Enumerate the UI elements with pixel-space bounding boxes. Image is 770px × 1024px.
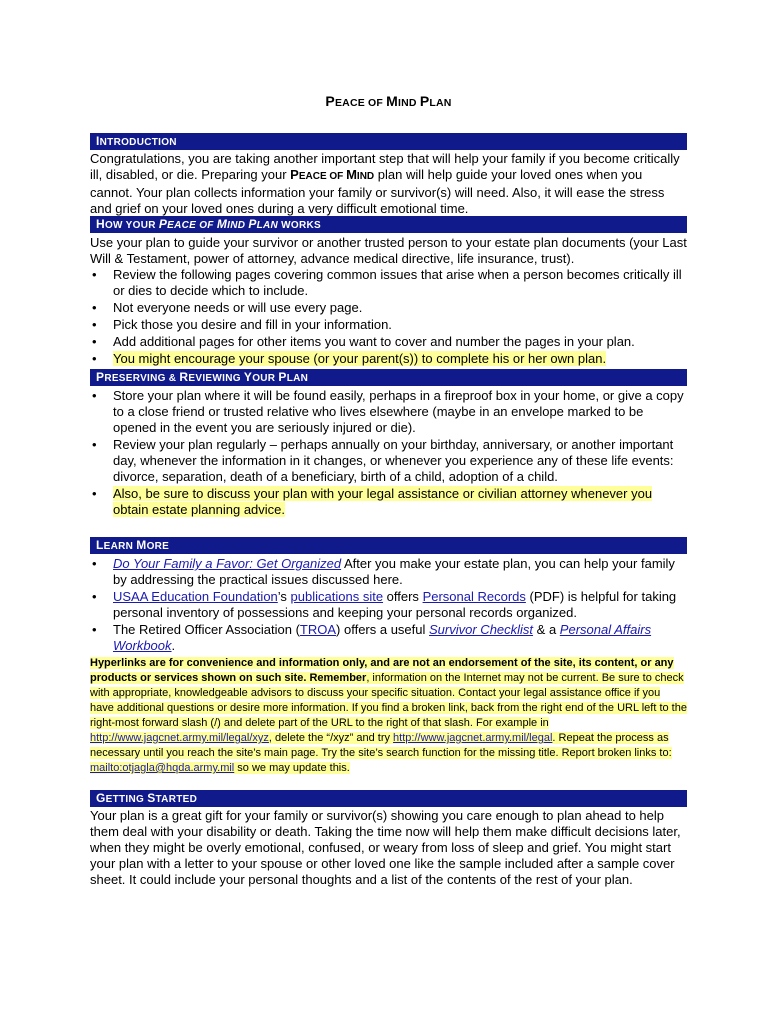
- link-report-email[interactable]: mailto:otjagla@hqda.army.mil: [90, 762, 235, 774]
- section-heading-introduction: INTRODUCTION: [90, 133, 687, 150]
- list-item: • Do Your Family a Favor: Get Organized After you make your estate plan, you can help your family by addressing the practical issues discussed here.: [92, 556, 675, 587]
- link-example-url-xyz[interactable]: http://www.jagcnet.army.mil/legal/xyz: [90, 732, 269, 744]
- section-heading-learn-more: LEARN MORE: [90, 537, 687, 554]
- getting-started-paragraph: Your plan is a great gift for your family or survivor(s) showing you care enough to plan ahead to help them deal with your disability or death. Taking the time now will help them make difficult decisions later, when they might be overly emotional, confused, or weary from loss of sleep and grief. You might start your plan with a letter to your spouse or other loved one like the sample included after a sample cover sheet. It could include your personal thoughts and a list of the contents of the rest of your plan.: [90, 808, 681, 887]
- list-item: • Add additional pages for other items you want to cover and number the pages in your plan.: [92, 334, 635, 349]
- link-personal-records[interactable]: Personal Records: [422, 589, 526, 604]
- disclaimer-paragraph: Hyperlinks are for convenience and information only, and are not an endorsement of the site, its content, or any products or services shown on such site. Remember, information on the Internet may not be current. Be sure to check with appropriate, knowledgeable advisors to discuss your specific situation. Contact your legal assistance office if you have additional questions or desire more information. If you find a broken link, back from the right end of the URL left to the right-most forward slash (/) and delete part of the URL to the right of that slash. For example in http://www.jagcnet.army.mil/legal/xyz, delete the “/xyz” and try http://www.jagcnet.army.mil/legal. Repeat the process as necessary until you reach the site’s main page. Try the site’s search function for the missing title. Report broken links to: mailto:otjagla@hqda.army.mil so we may update this.: [90, 657, 687, 774]
- page-title: PEACE OF MIND PLAN: [325, 93, 452, 109]
- link-personal-affairs-workbook[interactable]: Personal Affairs Workbook: [113, 622, 652, 653]
- list-item: • You might encourage your spouse (or your parent(s)) to complete his or her own plan.: [92, 351, 607, 366]
- list-item: • Also, be sure to discuss your plan with your legal assistance or civilian attorney whenever you obtain estate planning advice.: [92, 486, 653, 517]
- section-heading-preserving-reviewing: PRESERVING & REVIEWING YOUR PLAN: [90, 369, 687, 386]
- link-survivor-checklist[interactable]: Survivor Checklist: [429, 622, 534, 637]
- section-heading-how-plan-works: HOW YOUR PEACE OF MIND PLAN WORKS: [90, 216, 687, 233]
- link-usaa-foundation[interactable]: USAA Education Foundation: [113, 589, 278, 604]
- list-item: • Review the following pages covering common issues that arise when a person becomes critically ill or dies to decide which to include.: [92, 267, 682, 298]
- preserve-list: [90, 388, 687, 518]
- intro-paragraph: Congratulations, you are taking another important step that will help your family if you become critically ill, disabled, or die. Preparing your PEACE OF MIND plan will help guide your loved ones when you cannot. Your plan collects information your family or survivor(s) will need. Also, it will ease the stress and grief on your loved ones during a very difficult emotional time.: [90, 151, 680, 216]
- how-list: [90, 267, 687, 367]
- link-get-organized[interactable]: Do Your Family a Favor: Get Organized: [113, 556, 342, 571]
- list-item: • The Retired Officer Association (TROA) offers a useful Survivor Checklist & a Personal Affairs Workbook.: [92, 622, 652, 653]
- list-item: • Not everyone needs or will use every page.: [92, 300, 363, 315]
- list-item: • Review your plan regularly – perhaps annually on your birthday, anniversary, or another important day, whenever the information in it changes, or whenever you experience any of these life events: divorce, separation, death of a beneficiary, birth of a child, adoption of a child.: [92, 437, 674, 484]
- link-publications-site[interactable]: publications site: [290, 589, 384, 604]
- link-troa[interactable]: TROA: [299, 622, 337, 637]
- section-heading-getting-started: GETTING STARTED: [90, 790, 687, 807]
- list-item: • Pick those you desire and fill in your information.: [92, 317, 392, 332]
- learn-list: [90, 556, 687, 654]
- how-intro-paragraph: Use your plan to guide your survivor or another trusted person to your estate plan documents (your Last Will & Testament, power of attorney, advance medical directive, life insurance, trust).: [90, 235, 687, 266]
- list-item: • USAA Education Foundation’s publications site offers Personal Records (PDF) is helpful for taking personal inventory of possessions and keeping your personal records organized.: [92, 589, 677, 620]
- link-example-url-legal[interactable]: http://www.jagcnet.army.mil/legal: [393, 732, 553, 744]
- list-item: • Store your plan where it will be found easily, perhaps in a fireproof box in your home, or give a copy to a close friend or trusted relative who lives elsewhere (maybe in an envelope marked to be opened in the event you are seriously injured or die).: [92, 388, 684, 435]
